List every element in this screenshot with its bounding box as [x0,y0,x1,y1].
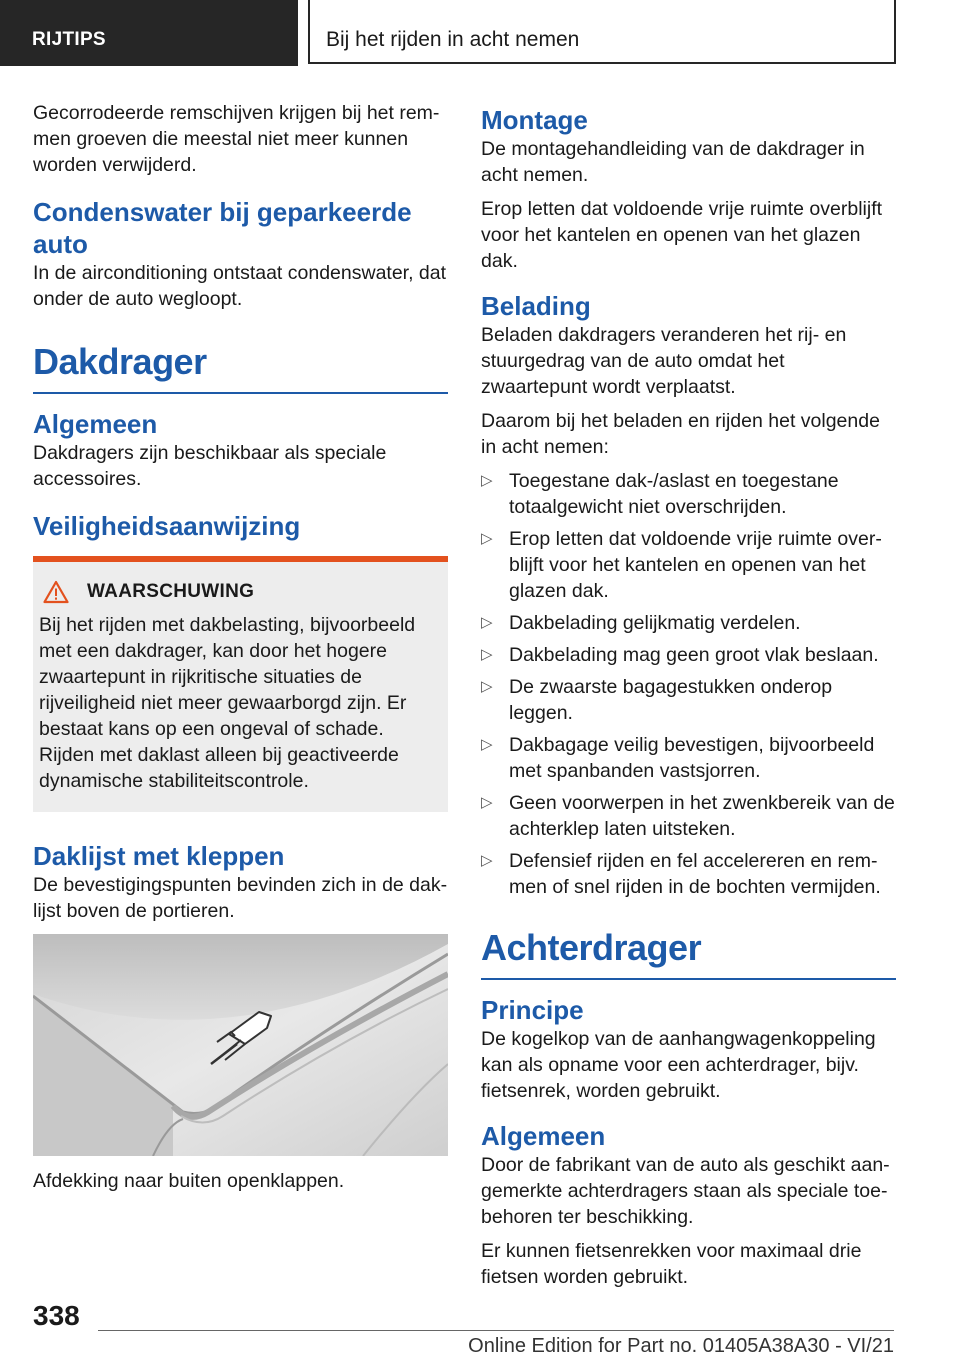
list-item: ▷ Dakbelading mag geen groot vlak beslaan. [481,644,879,666]
algemeen-p2: Er kunnen fietsenrekken voor maximaal drie fietsen worden gebruikt. [481,1240,862,1288]
triangle-bullet-icon: ▷ [481,530,493,547]
warning-text: Bij het rijden met dakbelasting, bijvoorbeeld met een dakdrager, kan door het hogere zwaartepunt in rijkritische situaties de rijveiligheid niet meer gewaarborgd zijn. Er bestaat kans op een ongeval of schade. Rijden met daklast alleen bij geactiveerde dynamische stabiliteitscontrole. [39,614,416,792]
montage-p1: De montagehandleiding van de dakdrager in acht nemen. [481,138,865,186]
condens-text: In de airconditioning ontstaat condenswater, dat onder de auto wegloopt. [33,262,447,310]
list-item: ▷ Dakbagage veilig bevestigen, bijvoorbeeld met spanbanden vastsjorren. [481,734,875,782]
daklijst-heading: Daklijst met kleppen [33,841,285,871]
principe-text: De kogelkop van de aanhangwagenkoppeling kan als opname voor een achterdrager, bijv. fietsenrek, worden gebruikt. [481,1028,876,1102]
algemeen-text: Dakdragers zijn beschikbaar als speciale accessoires. [33,442,387,490]
header-title: Bij het rijden in acht nemen [326,28,580,51]
daklijst-text: De bevestigingspunten bevinden zich in de daklijst boven de portieren. [33,874,448,922]
intro-paragraph: Gecorrodeerde remschijven krijgen bij het remmen groeven die meestal niet meer kunnen worden verwijderd. [33,102,440,176]
page-number: 338 [33,1300,80,1331]
belading-p1: Beladen dakdragers veranderen het rij- en stuurgedrag van de auto omdat het zwaartepunt wordt verplaatst. [481,324,847,398]
algemeen-heading: Algemeen [33,409,158,439]
header-title-box [308,0,896,64]
algemeen-heading-right: Algemeen [481,1121,606,1151]
veilig-heading: Veiligheidsaanwijzing [33,511,301,541]
triangle-bullet-icon: ▷ [481,852,493,869]
warning-triangle-icon [43,580,69,604]
achterdrager-heading-block [481,926,896,980]
triangle-bullet-icon: ▷ [481,794,493,811]
principe-heading: Principe [481,995,584,1025]
header-section-label: RIJTIPS [32,29,106,50]
list-item: ▷ Defensief rijden en fel accelereren en remmen of snel rijden in de bochten vermijden. [481,850,881,898]
condens-heading: Condenswater bij geparkeerde auto [33,197,412,259]
warning-box [33,556,448,812]
dakdrager-heading: Dakdrager [33,341,207,382]
list-item: ▷ Geen voorwerpen in het zwenkbereik van de achterklep laten uitsteken. [481,792,895,840]
footer-divider [98,1330,894,1331]
roof-rail-drawing [33,934,448,1156]
list-item: ▷ Erop letten dat voldoende vrije ruimte overblijft voor het kantelen en openen van het glazen dak. [481,528,882,602]
header-section-tab [0,0,298,66]
dakdrager-heading-block [33,340,448,394]
triangle-bullet-icon: ▷ [481,614,493,631]
triangle-bullet-icon: ▷ [481,472,493,489]
triangle-bullet-icon: ▷ [481,736,493,753]
algemeen-p1: Door de fabrikant van de auto als geschikt aangemerkte achterdragers staan als speciale toebehoren ter beschikking. [481,1154,890,1228]
list-item: ▷ De zwaarste bagagestukken onderop leggen. [481,676,833,724]
footer-edition: Online Edition for Part no. 01405A38A30 - VI/21 [468,1335,894,1357]
belading-heading: Belading [481,291,591,321]
belading-p2: Daarom bij het beladen en rijden het volgende in acht nemen: [481,410,880,458]
left-column [33,100,448,1202]
warning-title: WAARSCHUWING [87,581,255,602]
montage-heading: Montage [481,105,588,135]
roof-rail-illustration [33,934,448,1156]
triangle-bullet-icon: ▷ [481,678,493,695]
list-item: ▷ Toegestane dak-/aslast en toegestane totaalgewicht niet overschrijden. [481,470,839,518]
triangle-bullet-icon: ▷ [481,646,493,663]
figure-caption: Afdekking naar buiten openklappen. [33,1170,345,1192]
list-item: ▷ Dakbelading gelijkmatig verdelen. [481,612,801,634]
belading-bullet-list [481,468,896,900]
warning-header [39,580,438,604]
achterdrager-heading: Achterdrager [481,927,702,968]
right-column [481,104,896,1298]
montage-p2: Erop letten dat voldoende vrije ruimte overblijft voor het kantelen en openen van het glazen dak. [481,198,883,272]
